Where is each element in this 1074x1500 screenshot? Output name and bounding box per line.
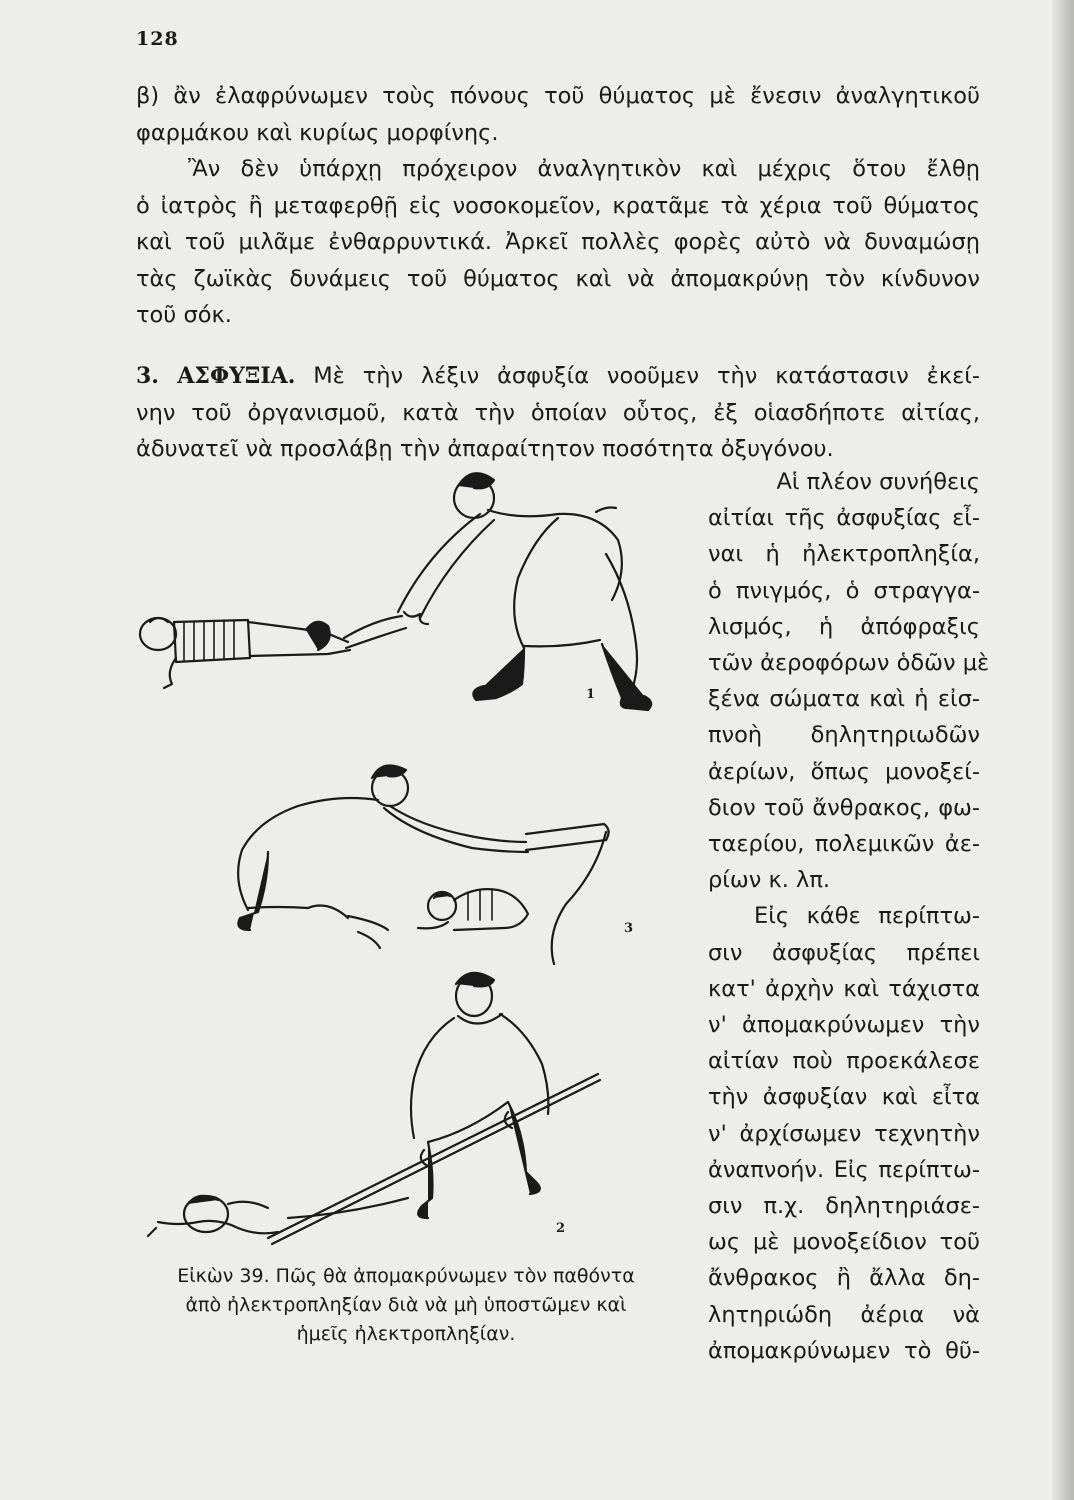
- text-line: αἰτίαν ποὺ προεκάλεσε: [708, 1048, 980, 1075]
- text-line: ν' ἀρχίσωμεν τεχνητὴν: [708, 1120, 980, 1147]
- page-edge-shadow: [1052, 0, 1074, 1500]
- text-fragment: Μὲ τὴν λέξιν ἀσφυξία νοοῦμεν τὴν κατάστασιν ἐκεί-: [313, 363, 980, 389]
- scene-1-drawing: [140, 473, 651, 710]
- text-line: αἰτίαι τῆς ἀσφυξίας εἶ-: [708, 505, 980, 532]
- text-line: τὰς ζωϊκὰς δυνάμεις τοῦ θύματος καὶ νὰ ἀπομακρύνῃ τὸν κίνδυνον: [136, 265, 980, 292]
- figure-label-3: 3: [624, 921, 634, 936]
- text-line: τῶν ἀεροφόρων ὁδῶν μὲ: [708, 650, 990, 677]
- text-line: φαρμάκου καὶ κυρίως μορφίνης.: [136, 119, 499, 146]
- text-line: ἀναπνοήν. Εἰς περίπτω-: [708, 1156, 980, 1183]
- text-line: ἀδυνατεῖ νὰ προσλάβῃ τὴν ἀπαραίτητον ποσότητα ὀξυγόνου.: [136, 436, 834, 462]
- text-line: σιν π.χ. δηλητηριάσε-: [708, 1193, 980, 1220]
- figure-label-1: 1: [586, 687, 596, 702]
- text-line: ἀερίων, ὅπως μονοξεί-: [708, 758, 980, 785]
- text-line: Ἂν δὲν ὑπάρχῃ πρόχειρον ἀναλγητικὸν καὶ μέχρις ὅτου ἔλθῃ: [188, 156, 980, 182]
- text-line: νην τοῦ ὀργανισμοῦ, κατὰ τὴν ὁποίαν οὗτος, ἐξ οἱασδήποτε αἰτίας,: [136, 399, 980, 426]
- caption-line: Εἰκὼν 39. Πῶς θὰ ἀπομακρύνωμεν τὸν παθόντα: [177, 1265, 635, 1287]
- text-line: ἀπομακρύνωμεν τὸ θῦ-: [708, 1337, 980, 1364]
- figure-label-2: 2: [556, 1221, 566, 1236]
- text-line: λισμός, ἡ ἀπόφραξις: [708, 613, 980, 640]
- figure-caption: [140, 1262, 672, 1349]
- page-number: 128: [136, 28, 179, 50]
- caption-line: ἡμεῖς ἠλεκτροπληξίαν.: [296, 1323, 516, 1345]
- text-line: ρίων κ. λπ.: [708, 867, 831, 894]
- text-line: πνοὴ δηλητηριωδῶν: [708, 722, 980, 749]
- text-line: ὁ πνιγμός, ὁ στραγγα-: [708, 577, 980, 604]
- right-column-text: [708, 464, 990, 1369]
- text-line: ἄνθρακος ἢ ἄλλα δη-: [708, 1265, 980, 1292]
- text-line: ως μὲ μονοξείδιον τοῦ: [708, 1229, 980, 1256]
- text-line: κατ' ἀρχὴν καὶ τάχιστα: [708, 975, 980, 1002]
- text-line: Εἰς κάθε περίπτω-: [754, 903, 980, 930]
- text-line: [136, 358, 980, 395]
- text-line: ναι ἡ ἠλεκτροπληξία,: [708, 541, 980, 568]
- text-line: ὁ ἰατρὸς ἢ μεταφερθῇ εἰς νοσοκομεῖον, κρατᾶμε τὰ χέρια τοῦ θύματος: [136, 192, 980, 219]
- text-line: καὶ τοῦ μιλᾶμε ἐνθαρρυντικά. Ἀρκεῖ πολλὲς φορὲς αὐτὸ νὰ δυναμώσῃ: [136, 229, 980, 255]
- text-line: τὴν ἀσφυξίαν καὶ εἶτα: [708, 1084, 980, 1111]
- text-line: Αἱ πλέον συνήθεις: [776, 469, 980, 495]
- text-line: σιν ἀσφυξίας πρέπει: [708, 939, 980, 966]
- section-heading: 3. ΑΣΦΥΞΙΑ.: [136, 363, 296, 389]
- section-asphyxia: [136, 358, 980, 468]
- scene-3-drawing: [238, 766, 608, 965]
- caption-line: ἀπὸ ἠλεκτροπληξίαν διὰ νὰ μὴ ὑποστῶμεν καὶ: [185, 1294, 627, 1316]
- text-line: τοῦ σόκ.: [136, 302, 232, 328]
- text-line: ν' ἀπομακρύνωμεν τὴν: [708, 1012, 980, 1039]
- paragraph-analgesic: [136, 151, 980, 334]
- paragraph-beta: [136, 78, 980, 151]
- text-line: διον τοῦ ἄνθρακος, φω-: [708, 794, 980, 821]
- text-line: ταερίου, πολεμικῶν ἀε-: [708, 831, 980, 858]
- text-line: β) ἂν ἐλαφρύνωμεν τοὺς πόνους τοῦ θύματος μὲ ἔνεσιν ἀναλγητικοῦ: [136, 83, 980, 109]
- text-line: ξένα σώματα καὶ ἡ εἰσ-: [708, 686, 980, 713]
- scene-2-drawing: [148, 973, 600, 1244]
- rescue-illustration: [128, 462, 696, 1262]
- text-line: λητηριώδη ἀέρια νὰ: [708, 1301, 980, 1328]
